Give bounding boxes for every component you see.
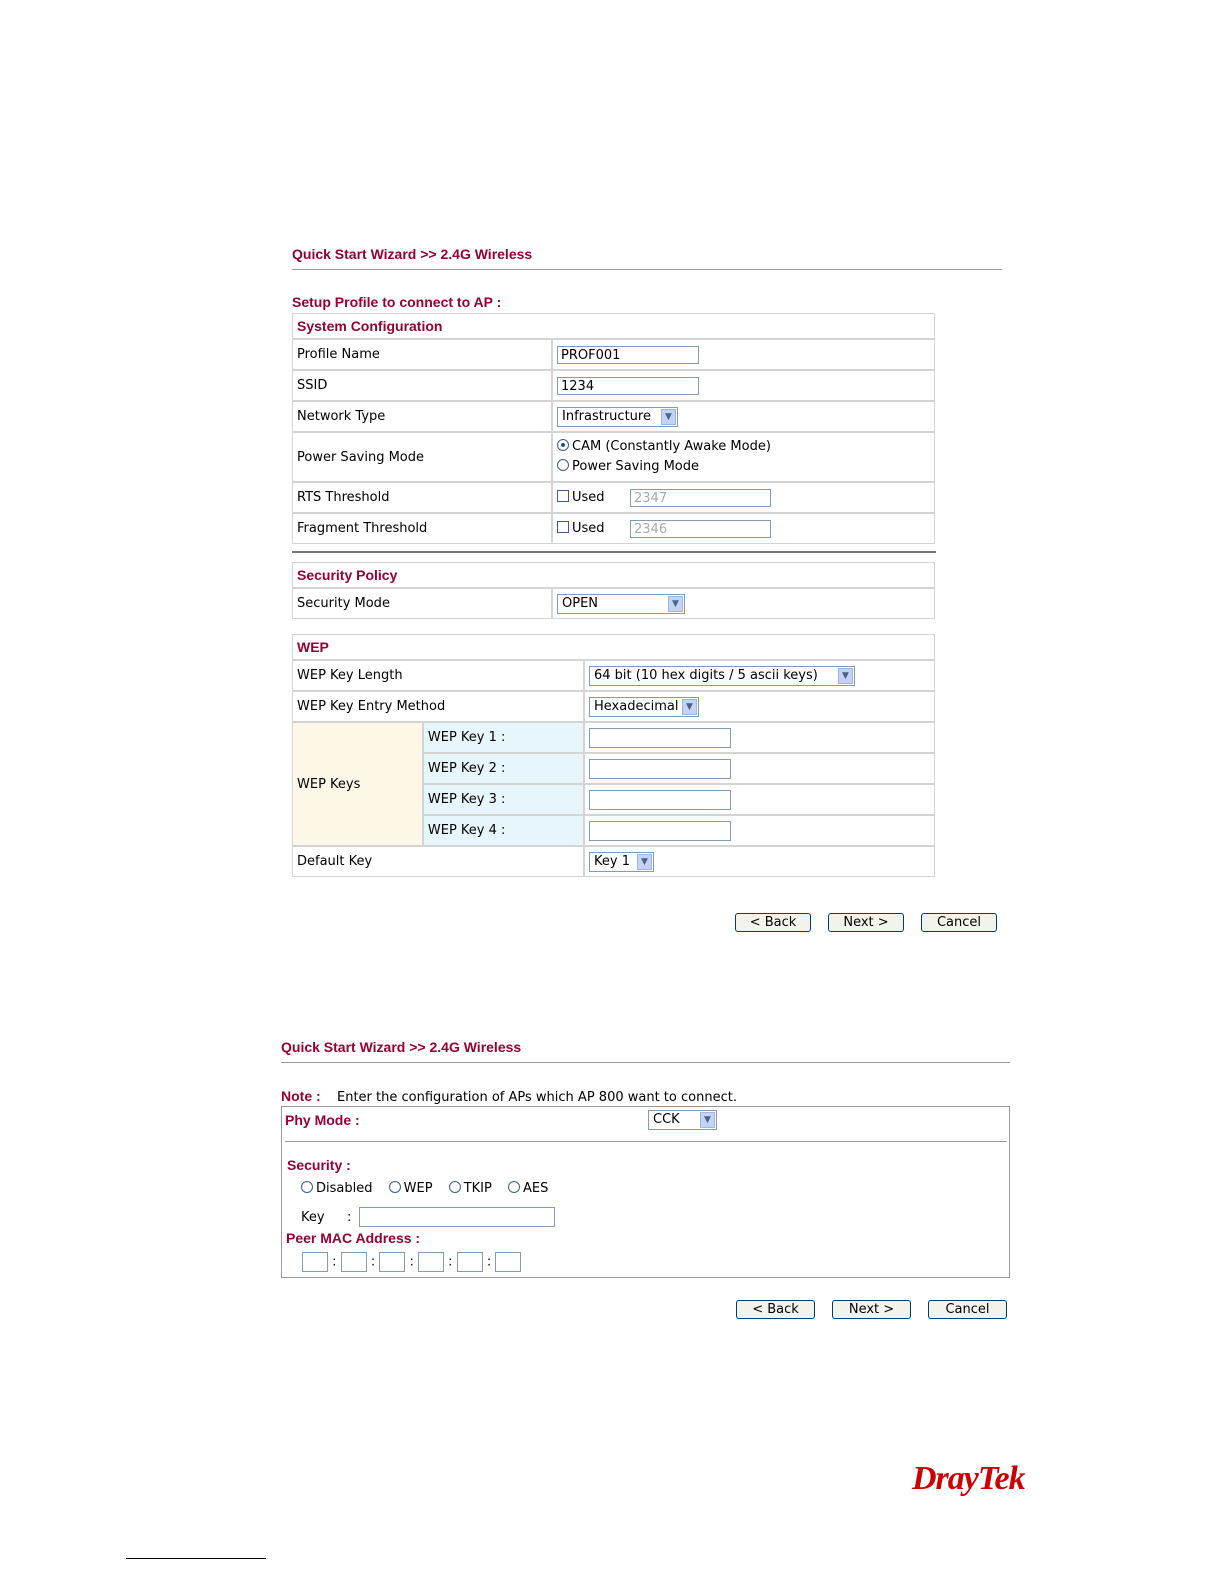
- power-option-cam[interactable]: [557, 437, 930, 457]
- frag-used-checkbox[interactable]: [557, 521, 569, 533]
- wep-entry-method-value: Hexadecimal: [594, 698, 679, 714]
- phy-mode-value: CCK: [653, 1112, 680, 1127]
- draytek-logo: DrayTek: [912, 1460, 1025, 1497]
- wep-key2-input[interactable]: [589, 759, 731, 779]
- note-row: [281, 1088, 737, 1105]
- wizard2-title: Quick Start Wizard >> 2.4G Wireless: [281, 1039, 522, 1055]
- peer-mac-row: [302, 1252, 521, 1272]
- sec-disabled-label: Disabled: [316, 1181, 373, 1196]
- back-button[interactable]: < Back: [736, 1300, 815, 1319]
- radio-wep-icon[interactable]: [389, 1181, 401, 1193]
- wep-key-length-value: 64 bit (10 hex digits / 5 ascii keys): [594, 667, 818, 683]
- radio-tkip-icon[interactable]: [449, 1181, 461, 1193]
- radio-cam-icon[interactable]: [557, 439, 569, 451]
- system-config-header: System Configuration: [292, 313, 935, 339]
- security-options: [301, 1181, 548, 1196]
- profile-name-label: Profile Name: [292, 339, 552, 370]
- sec-option-disabled[interactable]: [301, 1181, 372, 1196]
- key-label: Key: [301, 1209, 325, 1225]
- wep-keys-label: WEP Keys: [292, 722, 423, 846]
- wep-key-length-select[interactable]: [589, 666, 855, 686]
- sec-option-wep[interactable]: [389, 1181, 433, 1196]
- mac-octet-1-input[interactable]: [302, 1252, 328, 1272]
- ssid-input[interactable]: 1234: [557, 377, 699, 395]
- sec-option-tkip[interactable]: [449, 1181, 492, 1196]
- cancel-button[interactable]: Cancel: [921, 913, 997, 932]
- wep-key3-label: WEP Key 3 :: [423, 784, 584, 815]
- ap-config-panel: [281, 1106, 1010, 1278]
- rts-used-label: Used: [572, 490, 605, 505]
- mac-sep: :: [448, 1254, 453, 1270]
- security-mode-label: Security Mode: [292, 588, 552, 619]
- panel-divider: [285, 1141, 1007, 1142]
- key-colon: :: [347, 1209, 352, 1225]
- chevron-down-icon: ▼: [838, 668, 853, 684]
- next-button[interactable]: Next >: [832, 1300, 911, 1319]
- footnote-rule: [126, 1558, 266, 1559]
- cancel-button[interactable]: Cancel: [928, 1300, 1007, 1319]
- wep-entry-method-select[interactable]: [589, 697, 699, 717]
- radio-aes-icon[interactable]: [508, 1181, 520, 1193]
- mac-sep: :: [370, 1254, 376, 1270]
- key-row: [301, 1207, 555, 1227]
- wep-table: [292, 634, 935, 877]
- security-mode-select[interactable]: [557, 594, 685, 614]
- default-key-value: Key 1: [594, 853, 630, 869]
- sec-tkip-label: TKIP: [463, 1181, 492, 1196]
- mac-sep: :: [409, 1254, 414, 1270]
- ssid-label: SSID: [292, 370, 552, 401]
- wizard1-subtitle: Setup Profile to connect to AP :: [292, 294, 502, 310]
- wep-header: WEP: [292, 634, 935, 660]
- section-divider: [292, 551, 936, 553]
- frag-used-label: Used: [572, 521, 605, 536]
- phy-mode-label: Phy Mode :: [285, 1112, 360, 1128]
- chevron-down-icon: ▼: [637, 854, 652, 870]
- power-option-psm-label: Power Saving Mode: [572, 459, 700, 474]
- network-type-value: Infrastructure: [562, 408, 651, 424]
- rts-input[interactable]: 2347: [630, 489, 771, 507]
- network-type-label: Network Type: [292, 401, 552, 432]
- radio-disabled-icon[interactable]: [301, 1181, 313, 1193]
- default-key-select[interactable]: [589, 852, 654, 872]
- wep-key1-input[interactable]: [589, 728, 731, 748]
- wep-entry-method-label: WEP Key Entry Method: [292, 691, 584, 722]
- security-policy-table: [292, 562, 935, 619]
- wep-key-length-label: WEP Key Length: [292, 660, 584, 691]
- default-key-label: Default Key: [292, 846, 584, 877]
- peer-mac-label: Peer MAC Address :: [286, 1230, 421, 1246]
- next-button[interactable]: Next >: [828, 913, 904, 932]
- wep-key3-input[interactable]: [589, 790, 731, 810]
- profile-name-input[interactable]: PROF001: [557, 346, 699, 364]
- key-input[interactable]: [359, 1207, 555, 1227]
- wep-key1-label: WEP Key 1 :: [423, 722, 584, 753]
- system-config-table: [292, 313, 935, 544]
- chevron-down-icon: ▼: [668, 596, 683, 612]
- chevron-down-icon: ▼: [682, 699, 697, 715]
- mac-sep: :: [486, 1254, 492, 1270]
- sec-option-aes[interactable]: [508, 1181, 548, 1196]
- frag-label: Fragment Threshold: [292, 513, 552, 544]
- power-saving-label: Power Saving Mode: [292, 432, 552, 482]
- frag-input[interactable]: 2346: [630, 520, 771, 538]
- mac-octet-6-input[interactable]: [495, 1252, 521, 1272]
- chevron-down-icon: ▼: [700, 1112, 715, 1128]
- phy-mode-select[interactable]: [648, 1110, 717, 1130]
- network-type-select[interactable]: [557, 407, 678, 427]
- rts-used-checkbox[interactable]: [557, 490, 569, 502]
- wep-key2-label: WEP Key 2 :: [423, 753, 584, 784]
- mac-octet-3-input[interactable]: [379, 1252, 405, 1272]
- security-policy-header: Security Policy: [292, 562, 935, 588]
- mac-octet-5-input[interactable]: [457, 1252, 483, 1272]
- security-mode-value: OPEN: [562, 595, 599, 611]
- security-label: Security :: [287, 1157, 351, 1173]
- wep-key4-input[interactable]: [589, 821, 731, 841]
- power-option-psm[interactable]: [557, 457, 930, 477]
- wep-key4-label: WEP Key 4 :: [423, 815, 584, 846]
- back-button[interactable]: < Back: [735, 913, 811, 932]
- wizard1-title: Quick Start Wizard >> 2.4G Wireless: [292, 246, 533, 262]
- note-text: Enter the configuration of APs which AP 800 want to connect.: [337, 1090, 737, 1105]
- chevron-down-icon: ▼: [661, 409, 676, 425]
- sec-wep-label: WEP: [403, 1181, 433, 1196]
- power-option-cam-label: CAM (Constantly Awake Mode): [572, 439, 771, 454]
- wizard1-title-rule: [292, 269, 1002, 270]
- mac-sep: :: [332, 1254, 337, 1270]
- mac-octet-4-input[interactable]: [418, 1252, 444, 1272]
- note-label: Note :: [281, 1088, 321, 1104]
- rts-label: RTS Threshold: [292, 482, 552, 513]
- radio-psm-icon[interactable]: [557, 459, 569, 471]
- wizard2-title-rule: [281, 1062, 1010, 1063]
- mac-octet-2-input[interactable]: [341, 1252, 367, 1272]
- sec-aes-label: AES: [522, 1181, 549, 1196]
